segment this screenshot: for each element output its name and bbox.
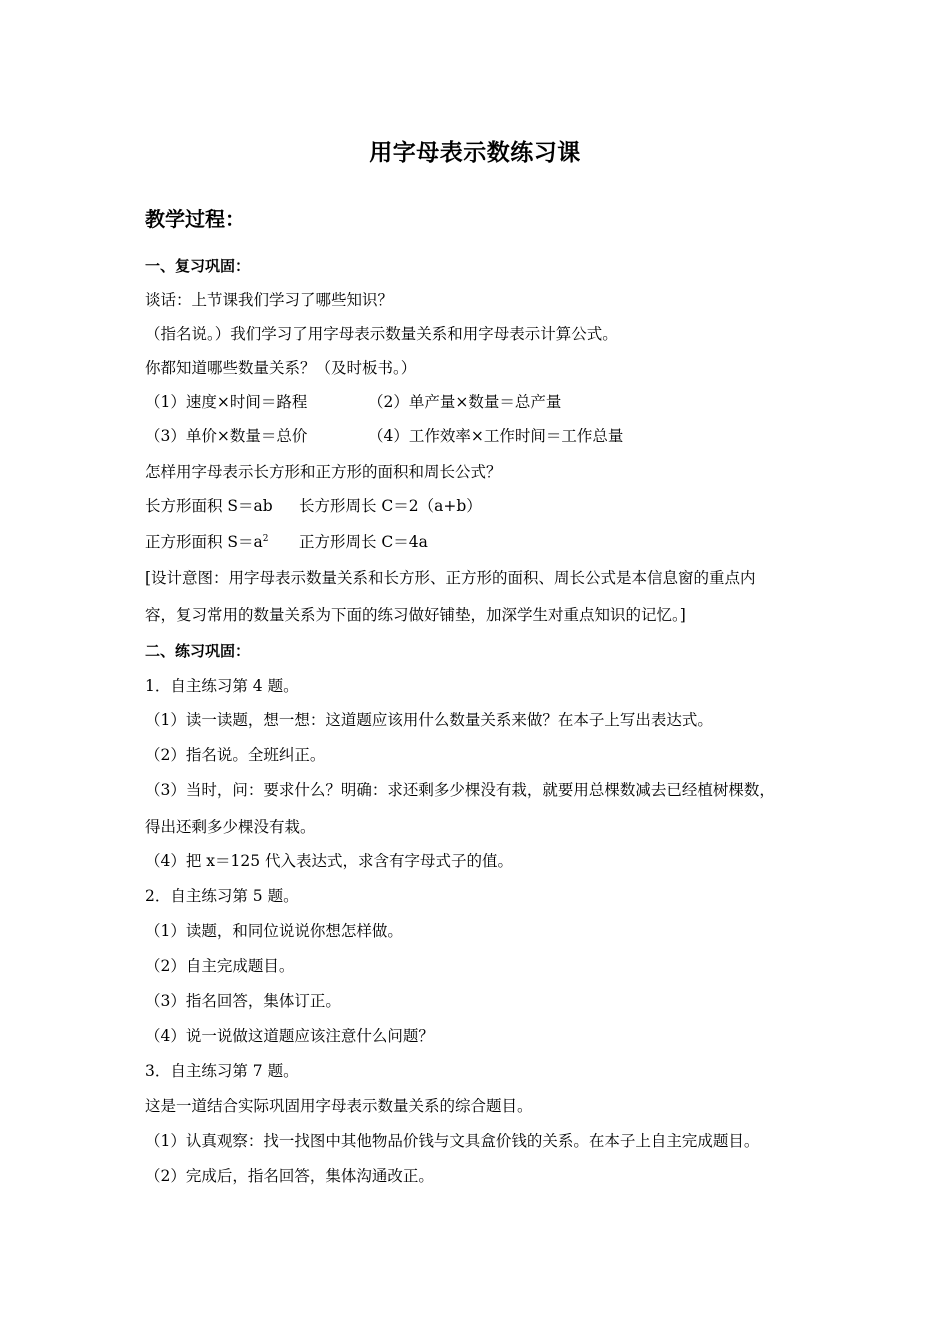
document-title: 用字母表示数练习课 (369, 140, 581, 166)
relation-item: （4）工作效率×工作时间＝工作总量 (368, 427, 624, 445)
design-note: [设计意图：用字母表示数量关系和长方形、正方形的面积、周长公式是本信息窗的重点内 (145, 569, 756, 587)
paragraph: 谈话：上节课我们学习了哪些知识？ (145, 291, 394, 309)
relation-item: （3）单价×数量＝总价 (145, 427, 308, 445)
section-label-practice: 二、练习巩固： (145, 642, 251, 660)
relation-row (145, 426, 845, 446)
exercise-step: （1）读一读题，想一想：这道题应该用什么数量关系来做？在本子上写出表达式。 (145, 711, 713, 729)
exercise-step: （1）认真观察：找一找图中其他物品价钱与文具盒价钱的关系。在本子上自主完成题目。 (145, 1132, 760, 1150)
exercise-title: 2．自主练习第 5 题。 (145, 887, 299, 905)
exercise-step: （1）读题，和同位说说你想怎样做。 (145, 922, 403, 940)
formula: 长方形周长 C＝2（a+b） (299, 497, 482, 515)
paragraph: 你都知道哪些数量关系？（及时板书。） (145, 359, 417, 377)
paragraph: 怎样用字母表示长方形和正方形的面积和周长公式？ (145, 463, 502, 481)
exercise-title: 1．自主练习第 4 题。 (145, 677, 299, 695)
exercise-step: （3）指名回答，集体订正。 (145, 992, 341, 1010)
section-label-review: 一、复习巩固： (145, 257, 251, 275)
exercise-step: （2）指名说。全班纠正。 (145, 746, 326, 764)
paragraph: （指名说。）我们学习了用字母表示数量关系和用字母表示计算公式。 (145, 325, 618, 343)
exponent: 2 (262, 533, 269, 544)
formula-row (145, 532, 845, 552)
exercise-step: （2）自主完成题目。 (145, 957, 295, 975)
formula: 正方形面积 $S=a^2$ (145, 533, 269, 551)
exercise-step: （4）把 x＝125 代入表达式，求含有字母式子的值。 (145, 852, 514, 870)
exercise-step: 得出还剩多少棵没有栽。 (145, 818, 316, 836)
design-note: 容，复习常用的数量关系为下面的练习做好铺垫，加深学生对重点知识的记忆。] (145, 606, 686, 624)
relation-item: （1）速度×时间＝路程 (145, 393, 308, 411)
formula: 长方形面积 S＝ab (145, 497, 273, 515)
exercise-step: （2）完成后，指名回答，集体沟通改正。 (145, 1167, 434, 1185)
section-heading: 教学过程： (145, 207, 245, 231)
formula: 正方形周长 C＝4a (299, 533, 428, 551)
exercise-step: （3）当时，问：要求什么？明确：求还剩多少棵没有栽，就要用总棵数减去已经植树棵数， (145, 781, 775, 799)
relation-item: （2）单产量×数量＝总产量 (368, 393, 562, 411)
formula-row (145, 496, 845, 516)
paragraph: 这是一道结合实际巩固用字母表示数量关系的综合题目。 (145, 1097, 533, 1115)
exercise-title: 3．自主练习第 7 题。 (145, 1062, 299, 1080)
exercise-step: （4）说一说做这道题应该注意什么问题？ (145, 1027, 434, 1045)
relation-row (145, 392, 845, 412)
